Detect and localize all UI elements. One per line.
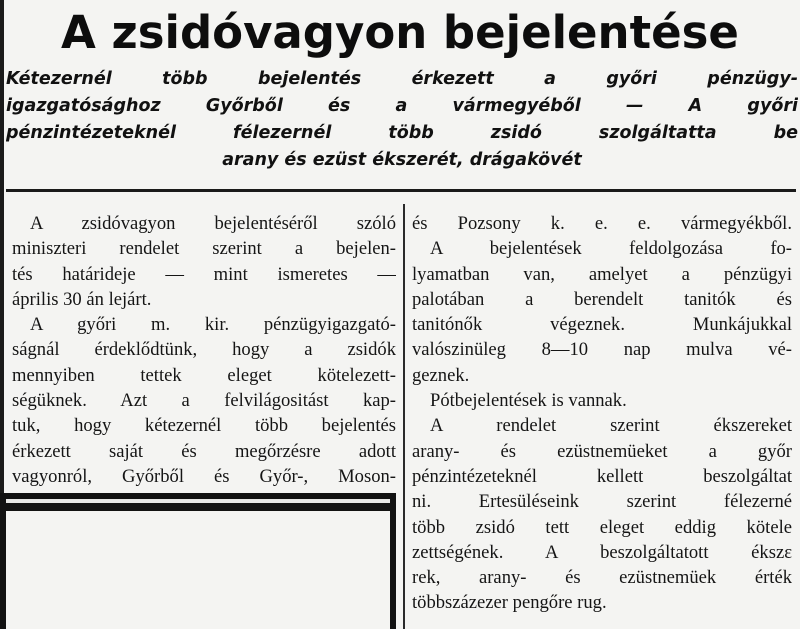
right-column xyxy=(412,211,792,616)
headline: A zsidóvagyon bejelentése xyxy=(61,6,739,59)
text-line: Pótbejelentések is vannak. xyxy=(430,390,627,412)
left-column xyxy=(12,211,396,489)
text-line: arany- és ezüstnemüeket a győr xyxy=(412,440,792,462)
subhead-line: arany és ezüst ékszerét, drágakövét xyxy=(222,150,582,170)
text-line: tanitónők végeznek. Munkájukkal xyxy=(412,314,792,336)
column-divider xyxy=(403,204,405,629)
subhead-line: igazgatósághoz Győrből és a vármegyéből — A győri xyxy=(6,96,798,116)
subheadline xyxy=(6,66,798,174)
text-line: palotában a berendelt tanitók és xyxy=(412,288,792,310)
border-inner-line xyxy=(6,499,390,503)
text-line: zettségének. A beszolgáltatott ékszε xyxy=(412,541,792,563)
text-line: tuk, hogy kétezernél több bejelentés xyxy=(12,415,396,437)
text-line: lyamatban van, amelyet a pénzügyi xyxy=(412,263,792,285)
subhead-line: Kétezernél több bejelentés érkezett a győri pénzügy- xyxy=(6,69,798,89)
text-line: A győri m. kir. pénzügyigazgató- xyxy=(30,314,396,336)
text-line: A zsidóvagyon bejelentéséről szóló xyxy=(30,213,396,234)
text-line: április 30 án lejárt. xyxy=(12,288,152,310)
text-line: ségüknek. Azt a felvilágositást kap- xyxy=(12,390,396,412)
subhead-line: pénzintézeteknél félezernél több zsidó szolgáltatta be xyxy=(6,123,798,143)
text-line: és Pozsony k. e. e. vármegyékből. xyxy=(412,213,792,234)
text-line: A bejelentések feldolgozása fo- xyxy=(430,238,792,260)
text-line: többszázezer pengőre rug. xyxy=(412,592,607,614)
text-line: több zsidó tett eleget eddig kötele xyxy=(412,516,792,538)
next-article-border xyxy=(0,493,396,629)
text-line: tés határideje — mint ismeretes — xyxy=(12,263,396,285)
text-line: érkezett saját és megőrzésre adott xyxy=(12,440,396,462)
text-line: A rendelet szerint ékszereket xyxy=(430,415,792,437)
text-line: rek, arany- és ezüstnemüek érték xyxy=(412,567,792,589)
text-line: ni. Ertesüléseink szerint félezerné xyxy=(412,491,792,513)
text-line: pénzintézeteknél kellett beszolgáltat xyxy=(412,465,792,487)
text-line: valószinüleg 8—10 nap mulva vé- xyxy=(412,339,792,361)
text-line: geznek. xyxy=(412,364,470,386)
text-line: vagyonról, Győrből és Győr-, Moson- xyxy=(12,465,396,487)
text-line: mennyiben tettek eleget kötelezett- xyxy=(12,364,396,386)
border-inner-area xyxy=(6,511,390,629)
text-line: miniszteri rendelet szerint a bejelen- xyxy=(12,238,396,260)
text-line: ságnál érdeklődtünk, hogy a zsidók xyxy=(12,339,396,361)
header-divider xyxy=(6,189,796,192)
